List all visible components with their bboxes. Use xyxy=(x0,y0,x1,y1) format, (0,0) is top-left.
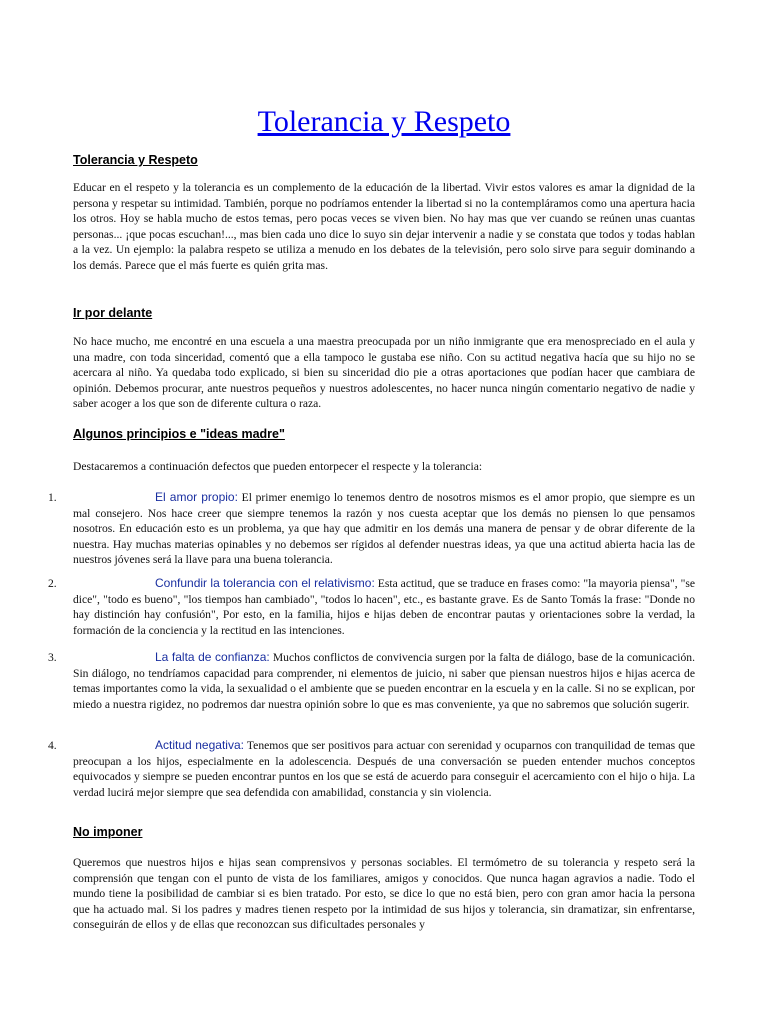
list-item-number: 3. xyxy=(48,651,57,664)
section-heading-tolerancia: Tolerancia y Respeto xyxy=(73,153,198,167)
list-item-text: Muchos conflictos de convivencia surgen por la falta de diálogo, base de la comunicación. Sin diálogo, no tendríamos capacidad para comprender, ni elementos de juicio, ni saber que piensan nuestros hijos e hijas acerca de temas importantes como la vida, la sexualidad o el ambiente que se pueden encontrar en la escuela y en la calle. Si no se explican, por miedo a nuestra rigidez, no podremos dar nuestra opinión sobre lo que es mas conveniente, ya que no sabremos que solución sugerir. xyxy=(73,651,695,711)
paragraph-no-imponer: Queremos que nuestros hijos e hijas sean comprensivos y personas sociables. El termómetro de su tolerancia y respeto será la comprensión que tengan con el punto de vista de los familiares, amigos y conocidos. Que nunca hagan agravios a nadie. Todo el mundo tiene la posibilidad de cambiar si es bien tratado. Por esto, se dice lo que no está bien, pero con gran amor hacia la persona que ha actuado mal. Si los padres y madres tienen respeto por la intimidad de sus hijos y tolerancia, sin dramatizar, sin enfrentarse, conseguirán de ellos y de ellas que reconozcan sus dificultades personales y xyxy=(73,856,695,931)
list-item xyxy=(48,738,695,800)
list-item-text: El primer enemigo lo tenemos dentro de nosotros mismos es el amor propio, que siempre es un mal consejero. Nos hace creer que siempre tenemos la razón y nos cuesta aceptar que los demás no piensen lo que pensamos nosotros. En educación esto es un problema, ya que hay que admitir en los demás una manera de pensar y de obrar diferente de la nuestra. Hay muchas materias opinables y no debemos ser rígidos al defender nuestras ideas, ya que una actitud abierta hacia las de nuestros jóvenes será la llave para una buena tolerancia. xyxy=(73,491,695,566)
document-title[interactable]: Tolerancia y Respeto xyxy=(257,105,511,138)
list-item-term: Confundir la tolerancia con el relativismo: xyxy=(155,576,375,590)
list-item-term: El amor propio: xyxy=(155,490,238,504)
section-heading-principios: Algunos principios e "ideas madre" xyxy=(73,427,285,441)
list-item-number: 4. xyxy=(48,739,57,752)
list-item xyxy=(48,650,695,712)
list-item xyxy=(48,490,695,568)
section-heading-ir-por-delante: Ir por delante xyxy=(73,306,153,320)
paragraph-principios-intro: Destacaremos a continuación defectos que pueden entorpecer el respecte y la tolerancia: xyxy=(73,460,483,473)
list-item-number: 2. xyxy=(48,577,57,590)
paragraph-intro: Educar en el respeto y la tolerancia es un complemento de la educación de la libertad. Vivir estos valores es amar la dignidad de la persona y respetar su intimidad. También, porque no podríamos entender la libertad si no la contempláramos como una apertura hacia los otros. Hoy se habla mucho de estos temas, pero pocas veces se viven bien. No hay mas que ver cuando se reúnen unas cuantas personas... ¡que pocas escuchan!..., mas bien cada uno dice lo suyo sin dejar intervenir a nadie y se constata que todos y todas hablan a la vez. Un ejemplo: la palabra respeto se utiliza a menudo en los debates de la televisión, pero solo sirve para seguir dominando a los demás. Parece que el más fuerte es quién grita mas. xyxy=(73,181,695,272)
list-item-text: Esta actitud, que se traduce en frases como: "la mayoria piensa", "se dice", "todo es bueno", "los tiempos han cambiado", "todos lo hacen", etc., es bastante grave. Es de Santo Tomás la frase: "Donde no hay distinción hay confusión", Por esto, en la familia, hijos e hijas deben de encontrar pautas y orientaciones sobre la verdad, la formación de la conciencia y la rectitud en las intenciones. xyxy=(73,577,695,637)
list-item-number: 1. xyxy=(48,491,57,504)
list-item-term: La falta de confianza: xyxy=(155,650,270,664)
list-item-text: Tenemos que ser positivos para actuar con serenidad y ocuparnos con tranquilidad de temas que preocupan a los hijos, especialmente en la adolescencia. Después de una conversación se pueden entender muchos conceptos equivocados y siempre se pueden encontrar puntos en los que se está de acuerdo para conseguir el acercamiento con el hijo o hija. La verdad lucirá mejor siempre que sea defendida con amabilidad, constancia y sin violencia. xyxy=(73,739,695,799)
list-item xyxy=(48,576,695,638)
section-heading-no-imponer: No imponer xyxy=(73,825,143,839)
paragraph-ir-por-delante: No hace mucho, me encontré en una escuela a una maestra preocupada por un niño inmigrante que era menospreciado en el aula y una madre, con toda sinceridad, comentó que a ella tampoco le gustaba ese niño. Con su actitud negativa hacía que su hijo no se acercara al niño. Ya quedaba todo explicado, si bien su sinceridad dio pie a otras aportaciones que podían hacer que cambiara de opinión. Debemos procurar, ante nuestros pequeños y nuestros adolescentes, no hacer nunca ningún comentario negativo de nadie y saber acoger a los que son de diferente cultura o raza. xyxy=(73,335,695,410)
list-item-term: Actitud negativa: xyxy=(155,738,244,752)
